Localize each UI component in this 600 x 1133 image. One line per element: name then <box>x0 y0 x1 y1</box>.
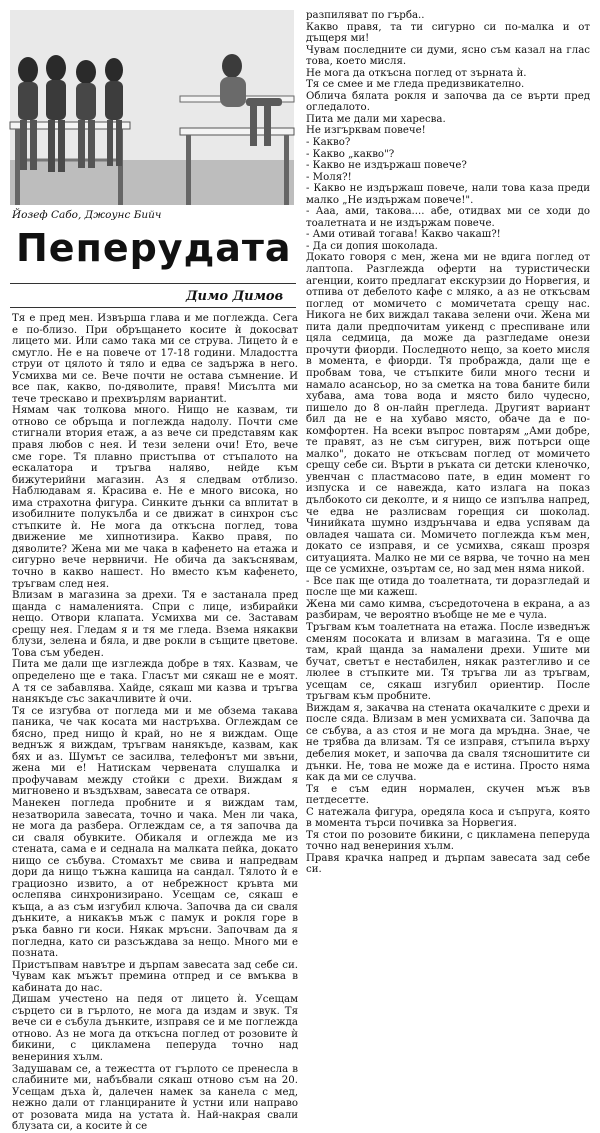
article-photo <box>10 10 294 205</box>
paragraph: Манекен погледа пробните и я виждам там, незатворила завесата, точно и чака. Мен ли чака, не мога да разбера. Оглеждам се, а тя започва да си сваля обувките. Обикаля и оглежда ме из стената, сама е и седнала на малката пейка, докато нищо се събува. Стомахът ме свива и напредвам дори да нищо тъжна кашица на сандал. Тялото ѝ е грациозно извито, а от небрежност кръвта ми ослепява синхронизирано. Усещам се, сякаш е къща, а аз съм изгубил ключа. Започва да си сваля дънките, а никакъв мъж с памук и рокля горе в ръка бавно ги коси. Някак мръсни. Започвам да я погледна, като си разсъждава за нещо. Много ми е позната. <box>12 797 298 960</box>
dialogue-line: - Какво „какво"? <box>306 148 395 160</box>
paragraph: Облича бялата рокля и започва да се върти пред огледалото. <box>306 90 590 114</box>
dialogue-line: - Все пак ще отида до тоалетната, ти доразгледай и после ще ми кажеш. <box>306 575 590 599</box>
paragraph: Жена ми само кимва, съсредоточена в екрана, а аз разбирам, че вероятно въобще не ме е чула. <box>306 598 590 622</box>
paragraph: Задушавам се, а тежестта от гърлото се пренесла в слабините ми, набъбвали сякаш отново съм на 20. Усещам дъха ѝ, далечен намек за канела с мед, нежно дали от гланцираните ѝ устни или направо от розовата мида на устата ѝ. Най-накрая свали блузата си, а косите ѝ се <box>12 1063 298 1133</box>
article-body-right-column <box>306 10 590 876</box>
paragraph: Виждам я, закачва на стената окачалките с дрехи и после сяда. Влизам в мен усмихвата си. Започва да се събува, а аз стоя и не мога да мръдна. Знае, че не трябва да влизам. Тя се изправя, стъпила върху дебелия мокет, и започва да сваля тясношитите си дънки. Не, това не може да е истина. Просто няма как да ми се случва. <box>306 702 590 784</box>
paragraph: Тя стои по розовите бикини, с цикламена пеперуда точно над венериния хълм. <box>306 829 590 853</box>
paragraph: Нямам чак толкова много. Нищо не казвам, ти отново се обръща и поглежда надолу. Почти сме стигнали втория етаж, а аз вече си представям как правя любов с нея. И тези зелени очи! Ето, вече сме горе. Тя плавно пристъпва от стъпалото на ескалатора и тръгва наляво, нейде към бижутерийни магазин. Аз я следвам отблизо. Наблюдавам я. Красива е. Не е много висока, но има страхотна фигура. Синките дънки са вплитат в изобилните полукълба и се движат в синхрон със стъпките ѝ. Не мога да откъсна поглед, това движение ме хипнотизира. Какво правя, по дяволите? Жена ми ме чака в кафенето на етажа и сигурно вече нервничи. Не обича да закъснявам, точно в какво нашест. Но вместо към кафенето, тръгвам след нея. <box>12 405 298 590</box>
paragraph: Докато говоря с мен, жена ми не вдига поглед от лаптопа. Разглежда оферти на туристически агенции, които предлагат екскурзии до Норвегия, и отпива от дебелото кафе с мляко, а аз не откъсвам поглед от момичето с момичетата срещу нас. Никога не бих виждал такава зелени очи. Жена ми пита дали предпочитам уикенд с преспиване или цяла седмица, да може да разгледаме онези прочути фиорди. Последното нещо, за което мисля в момента, е фиорди. Тя прображда, дали ще е пробвам това, че стъпките били много тесни и намало асансьор, но за сметка на това баните били хубава, ама това вода и място било чудесно, пишело до 8 он-лайн прегледа. Другият вариант бил да не е на хубаво място, обаче да е по-комфортен. На всеки въпрос повтарям „Ами добре, те правят, аз не съм сигурен, виж потърси още малко", докато не откъсвам поглед от момичето срещу себе си. Върти в ръката си детски кленочко, увенчан с пластмасово пате, в един момент го изпуска и се навежда, като излага на показ дълбокото си деколте, и я нищо се изпълва напред, че едва не разлисвам горещия си шоколад. Чинийката шумно издрънчава и едва успявам да овладея чашата си. Момичето поглежда към мен, докато се изправя, и се усмихва, сякаш прозря ситуацията. Малко не ми се вярва, че точно на мен ще се усмихне, озъртам се, но зад мен няма никой. <box>306 252 590 576</box>
paragraph: Тя е пред мен. Извърша глава и ме поглежда. Сега е по-близо. При обръщането косите ѝ докосват лицето ми. Или само така ми се струва. Лицето ѝ е смугло. Не е на повече от 17-18 години. Младостта струи от цялото ѝ тяло и едва се задържа в него. Усмихва ми се. Вече почти не остава съмнение. И все пак, какво, по-дяволите, правя! Мисълта ми тече трескаво и прехвърлям вариантиt. <box>12 313 298 405</box>
paragraph: Тя е съм един нормален, скучен мъж във петдесетте. <box>306 783 590 807</box>
paragraph: Тя се смее и ме гледа предизвикателно. <box>306 79 525 91</box>
paragraph: Какво правя, та ти сигурно си по-малка и от дъщеря ми! <box>306 21 590 45</box>
paragraph: Пита ме дали ще изглежда добре в тях. Казвам, че определено ще е така. Гласът ми сякаш не е моят. А тя се забавлява. Хайде, сякаш ми казва и тръгва нанякъде със закачливите ѝ очи. <box>12 659 298 706</box>
paragraph: Тръгвам към тоалетната на етажа. После изведнъж сменям посоката и влизам в магазина. Тя е още там, край щанда за намалени дрехи. Ушите ми бучат, светът е нестабилен, някак разтегливо и се люлее в стъпките ми. Тя тръгва ли аз тръгвам, усещам се, сякаш изгубил ориентир. После тръгвам към пробните. <box>306 621 590 703</box>
dialogue-line: - Ааа, ами, такова.... абе, отидвах ми се ходи до тоалетната и не издържам повече. <box>306 206 590 229</box>
paragraph: Чувам последните си думи, ясно съм казал на глас това, което мисля. <box>306 44 590 68</box>
paragraph: Пита ме дали ми харесва. <box>306 113 446 125</box>
paragraph: Дишам учестено на педя от лицето ѝ. Усещам сърцето си в гърлото, не мога да издам и звук. Тя вече си е събула дънките, изправя се и ме поглежда отново. Аз не мога да откъсна поглед от розовите ѝ бикини, с цикламена пеперуда точно над венериния хълм. <box>12 994 298 1063</box>
dialogue-line: - Ами отивай тогава! Какво чакаш?! <box>306 229 501 241</box>
author-byline: Димо Димов <box>186 289 284 304</box>
dialogue-line: - Моля?! <box>306 171 352 183</box>
paragraph: Влизам в магазина за дрехи. Тя е застанала пред щанда с намаленията. Спри с лице, избирайки нещо. Отвори клапата. Усмихва ми се. Заставам срещу нея. Гледам я и тя ме гледа. Взема някакви блузи, зелена и бяла, и две рокли в същите цветове. Това съм убеден. <box>12 590 298 659</box>
paragraph: Не мога да откъсна поглед от зърната ѝ. <box>306 67 527 79</box>
article-title: Пеперудата <box>16 226 292 270</box>
dialogue-line: - Какво не издържаш повече, нали това каза преди малко „Не издържам повече!". <box>306 183 590 206</box>
dialogue-line: Не изгърквам повече! <box>306 125 426 137</box>
paragraph: Пристъпвам навътре и дърпам завесата зад себе си. Чувам как мъжът премина отпред и се вмъква в кабината до нас. <box>12 959 298 994</box>
paragraph: С натежала фигура, оредяла коса и съпруга, която в момента търси почивка за Норвегия. <box>306 806 590 830</box>
byline-divider <box>10 307 296 308</box>
paragraph: разпиляват по гърба.. <box>306 10 425 21</box>
dialogue-line: - Да си допия шоколада. <box>306 240 438 252</box>
photo-caption: Йозеф Сабо, Джоунс Бийч <box>12 209 162 221</box>
paragraph: Тя се изгубва от погледа ми и ме обзема такава паника, че чак косата ми настръхва. Оглеждам се бясно, пред нищо ѝ край, но не я виждам. Още веднъж я виждам, тръгвам нанякъде, казвам, как бях и аз. Шумът се засилва, телефонът ми звъни, жена ми е! Натискам червената слушалка и профучавам между стойки с дрехи. Виждам я мигновено и въздъхвам, завесата се отваря. <box>12 705 298 798</box>
article-body-left-column <box>12 313 298 1133</box>
photo-illustration <box>10 10 294 205</box>
title-divider <box>10 283 296 284</box>
dialogue-line: - Какво? <box>306 137 351 149</box>
paragraph: Правя крачка напред и дърпам завесата зад себе си. <box>306 852 590 876</box>
dialogue-line: - Какво не издържаш повече? <box>306 160 467 172</box>
